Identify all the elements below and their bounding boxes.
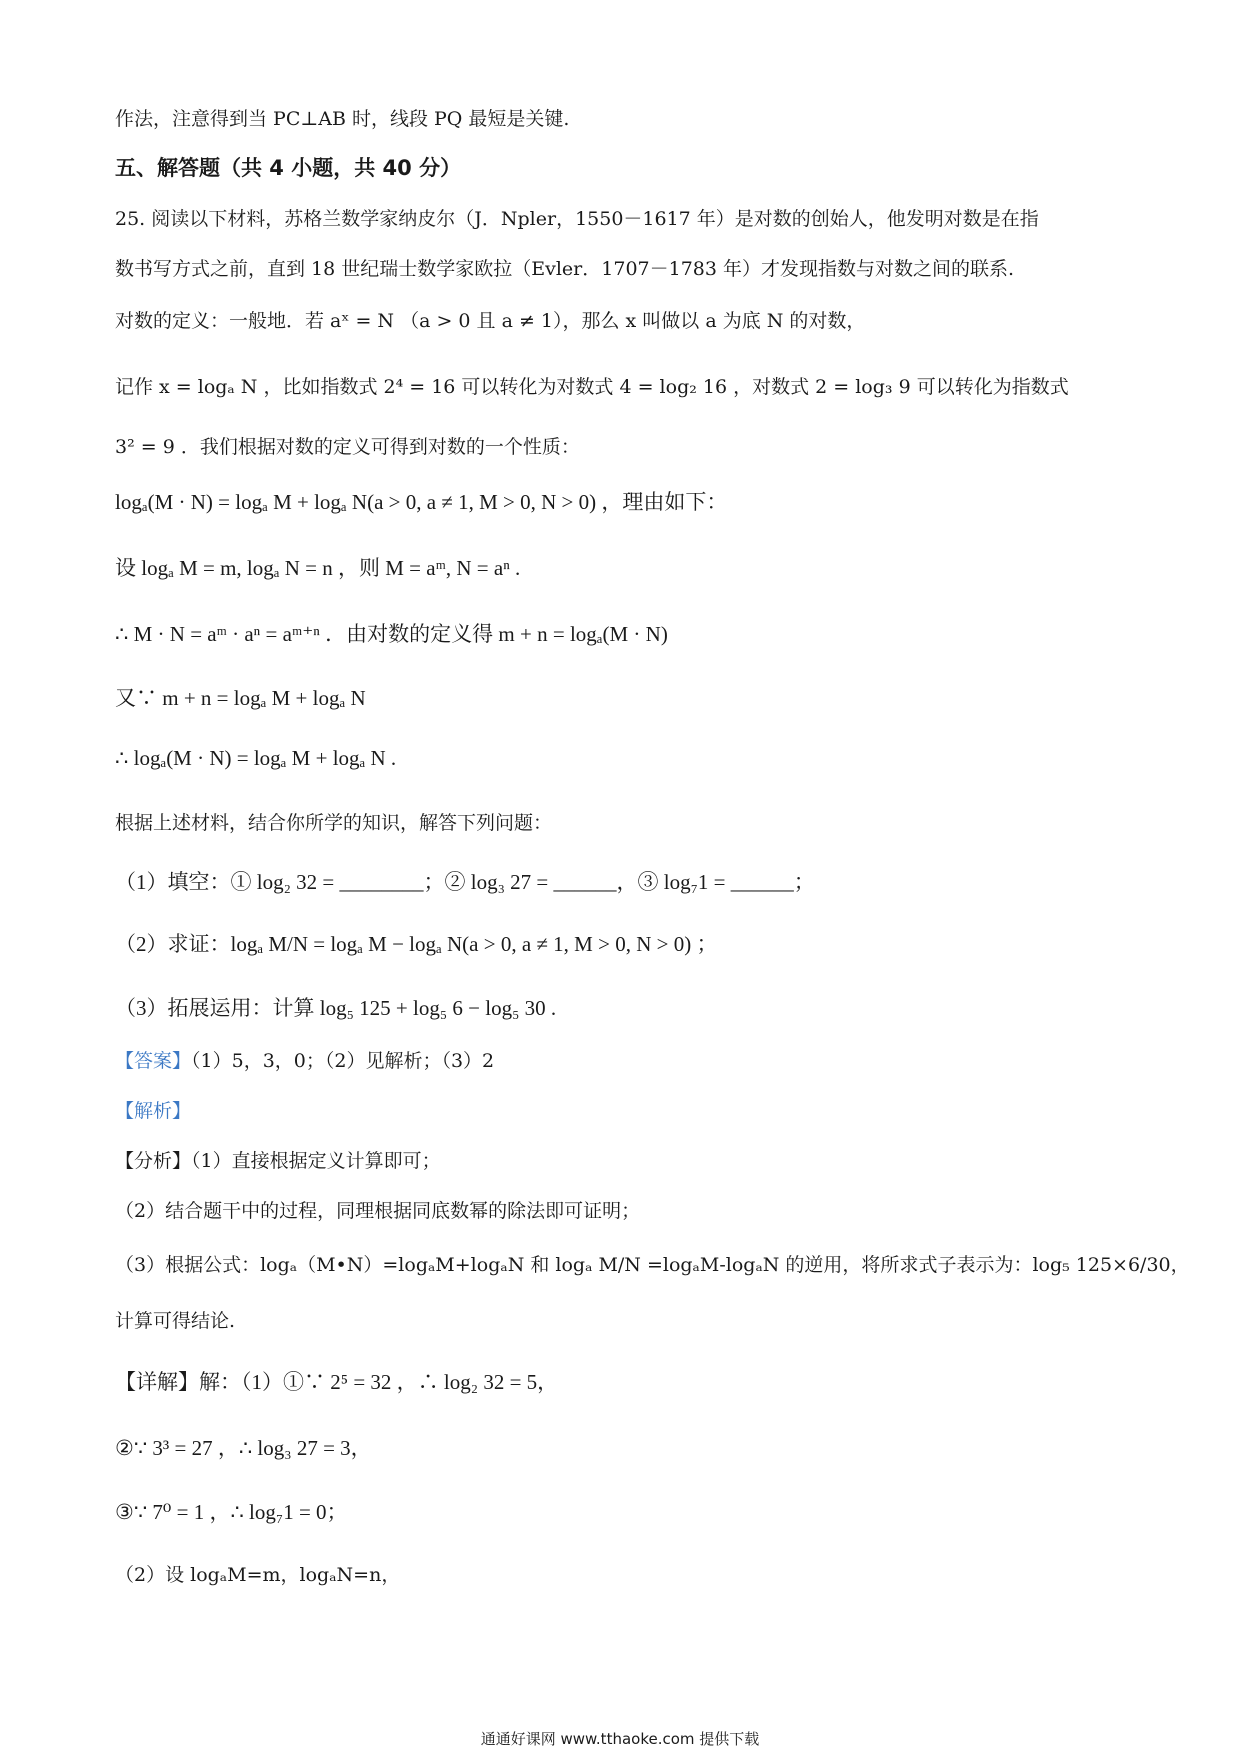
q25-step4: ∴ logₐ(M · N) = logₐ M + logₐ N . (115, 746, 397, 770)
q25-definition: 对数的定义：一般地．若 aˣ = N （a > 0 且 a ≠ 1），那么 x 叫做以 a 为底 N 的对数， (115, 310, 866, 332)
q25-example2: 3² = 9 ．我们根据对数的定义可得到对数的一个性质： (115, 436, 580, 458)
detail-d2: ②∵ 3³ = 27 ，∴ log₃ 27 = 3， (115, 1436, 372, 1460)
q25-part1: （1）填空：① log₂ 32 = ________；② log₃ 27 = ______，③ log₇1 = ______； (115, 870, 815, 894)
intro-text: 作法，注意得到当 PC⊥AB 时，线段 PQ 最短是关键. (115, 108, 570, 130)
fenxi-p2: （2）结合题干中的过程，同理根据同底数幂的除法即可证明； (115, 1200, 641, 1222)
q25-line1: 25. 阅读以下材料，苏格兰数学家纳皮尔（J．Npler，1550－1617 年）是对数的创始人，他发明对数是在指 (115, 208, 1039, 230)
q25-step2: ∴ M · N = aᵐ · aⁿ = aᵐ⁺ⁿ ．由对数的定义得 m + n = logₐ(M · N) (115, 622, 668, 646)
q25-example: 记作 x = logₐ N ，比如指数式 2⁴ = 16 可以转化为对数式 4 = log₂ 16 ，对数式 2 = log₃ 9 可以转化为指数式 (115, 376, 1069, 398)
intro-line (115, 104, 569, 131)
q25-part3: （3）拓展运用：计算 log₅ 125 + log₅ 6 − log₅ 30 . (115, 996, 557, 1020)
q25-part2: （2）求证：logₐ M/N = logₐ M − logₐ N(a > 0, a ≠ 1, M > 0, N > 0) ； (115, 932, 718, 956)
analysis-tag: 【解析】 (115, 1100, 192, 1122)
fenxi-p1: 【分析】（1）直接根据定义计算即可； (115, 1150, 441, 1172)
detail-d4: （2）设 logₐM=m，logₐN=n， (115, 1564, 401, 1586)
q25-prompt: 根据上述材料，结合你所学的知识，解答下列问题： (115, 812, 553, 834)
page-footer: 通通好课网 www.tthaoke.com 提供下载 (480, 1730, 760, 1748)
detail-d1: 【详解】解：（1）①∵ 2⁵ = 32 ，∴ log₂ 32 = 5， (115, 1370, 559, 1394)
section-title: 五、解答题（共 4 小题，共 40 分） (115, 156, 462, 180)
q25-line2: 数书写方式之前，直到 18 世纪瑞士数学家欧拉（Evler．1707－1783 年）才发现指数与对数之间的联系. (115, 258, 1015, 280)
fenxi-p3: （3）根据公式：logₐ（M•N）=logₐM+logₐN 和 logₐ M/N =logₐM-logₐN 的逆用，将所求式子表示为：log₅ 125×6/30， (115, 1254, 1190, 1276)
answer-line (115, 1046, 494, 1073)
detail-d3: ③∵ 7⁰ = 1 ，∴ log₇1 = 0； (115, 1500, 348, 1524)
q25-step1: 设 logₐ M = m, logₐ N = n ，则 M = aᵐ, N = aⁿ . (115, 556, 521, 580)
q25-property: logₐ(M · N) = logₐ M + logₐ N(a > 0, a ≠ 1, M > 0, N > 0) ，理由如下： (115, 490, 728, 514)
q25-step3: 又∵ m + n = logₐ M + logₐ N (115, 686, 366, 710)
answer-text: （1）5，3，0；（2）见解析；（3）2 (191, 1050, 495, 1072)
answer-tag: 【答案】 (115, 1050, 192, 1072)
fenxi-p4: 计算可得结论. (115, 1310, 236, 1332)
